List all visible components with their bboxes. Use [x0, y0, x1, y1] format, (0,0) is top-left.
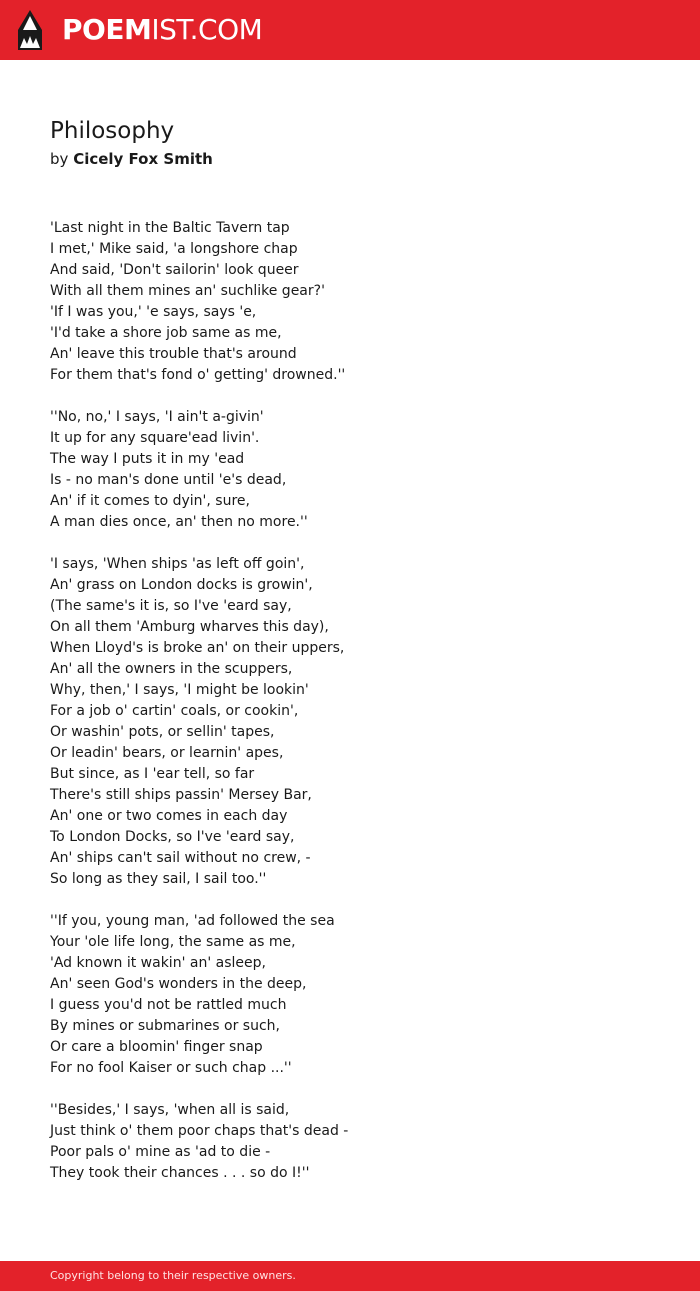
logo-text-rest: IST.COM — [151, 13, 263, 46]
poem-line: I guess you'd not be rattled much — [50, 997, 287, 1013]
poem-line: 'I says, 'When ships 'as left off goin', — [50, 556, 305, 572]
poem-line: But since, as I 'ear tell, so far — [50, 766, 255, 782]
poem-stanza — [50, 911, 650, 1079]
poem-line: 'If I was you,' 'e says, says 'e, — [50, 304, 257, 320]
poem-line: Is - no man's done until 'e's dead, — [50, 472, 287, 488]
poem-body — [50, 218, 650, 1205]
poem-line: Or care a bloomin' finger snap — [50, 1039, 263, 1055]
poem-line: Just think o' them poor chaps that's dead - — [50, 1123, 349, 1139]
poem-line: ''Besides,' I says, 'when all is said, — [50, 1102, 290, 1118]
poem-line: I met,' Mike said, 'a longshore chap — [50, 241, 298, 257]
pencil-icon[interactable] — [18, 10, 42, 50]
poem-line: ''If you, young man, 'ad followed the sea — [50, 913, 335, 929]
poem-line: An' if it comes to dyin', sure, — [50, 493, 250, 509]
poem-line: Or leadin' bears, or learnin' apes, — [50, 745, 284, 761]
poem-line: The way I puts it in my 'ead — [50, 451, 245, 467]
poem-line: An' grass on London docks is growin', — [50, 577, 313, 593]
poem-line: 'Ad known it wakin' an' asleep, — [50, 955, 266, 971]
byline — [50, 148, 213, 170]
poem-line: When Lloyd's is broke an' on their uppers, — [50, 640, 345, 656]
poem-stanza — [50, 407, 650, 533]
poem-stanza — [50, 554, 650, 890]
poem-line: An' ships can't sail without no crew, - — [50, 850, 311, 866]
poem-line: They took their chances . . . so do I!'' — [50, 1165, 310, 1181]
poem-stanza — [50, 1100, 650, 1184]
poem-line: With all them mines an' suchlike gear?' — [50, 283, 325, 299]
poem-line: For a job o' cartin' coals, or cookin', — [50, 703, 299, 719]
poem-line: For them that's fond o' getting' drowned.'' — [50, 367, 346, 383]
author-name: Cicely Fox Smith — [73, 150, 213, 168]
poem-line: ''No, no,' I says, 'I ain't a-givin' — [50, 409, 264, 425]
poem-line: By mines or submarines or such, — [50, 1018, 280, 1034]
poem-line: Or washin' pots, or sellin' tapes, — [50, 724, 275, 740]
by-label: by — [50, 150, 69, 168]
poem-line: (The same's it is, so I've 'eard say, — [50, 598, 292, 614]
poem-line: 'Last night in the Baltic Tavern tap — [50, 220, 290, 236]
poem-line: It up for any square'ead livin'. — [50, 430, 260, 446]
poem-line: An' leave this trouble that's around — [50, 346, 297, 362]
poem-line: For no fool Kaiser or such chap ...'' — [50, 1060, 292, 1076]
poem-line: 'I'd take a shore job same as me, — [50, 325, 282, 341]
poem-line: To London Docks, so I've 'eard say, — [50, 829, 295, 845]
copyright-text: Copyright belong to their respective owners. — [50, 1269, 296, 1282]
site-header — [0, 0, 700, 60]
poem-line: An' seen God's wonders in the deep, — [50, 976, 307, 992]
poem-line: There's still ships passin' Mersey Bar, — [50, 787, 312, 803]
poem-line: So long as they sail, I sail too.'' — [50, 871, 267, 887]
poem-title: Philosophy — [50, 118, 175, 144]
poem-line: Poor pals o' mine as 'ad to die - — [50, 1144, 271, 1160]
poem-stanza — [50, 218, 650, 386]
poem-line: Your 'ole life long, the same as me, — [50, 934, 296, 950]
poem-line: And said, 'Don't sailorin' look queer — [50, 262, 299, 278]
site-footer — [0, 1261, 700, 1291]
poem-line: An' one or two comes in each day — [50, 808, 288, 824]
poem-line: An' all the owners in the scuppers, — [50, 661, 293, 677]
poem-line: A man dies once, an' then no more.'' — [50, 514, 308, 530]
poem-line: On all them 'Amburg wharves this day), — [50, 619, 329, 635]
poem-line: Why, then,' I says, 'I might be lookin' — [50, 682, 309, 698]
site-logo[interactable] — [62, 12, 262, 48]
logo-text-bold: POEM — [62, 13, 152, 46]
